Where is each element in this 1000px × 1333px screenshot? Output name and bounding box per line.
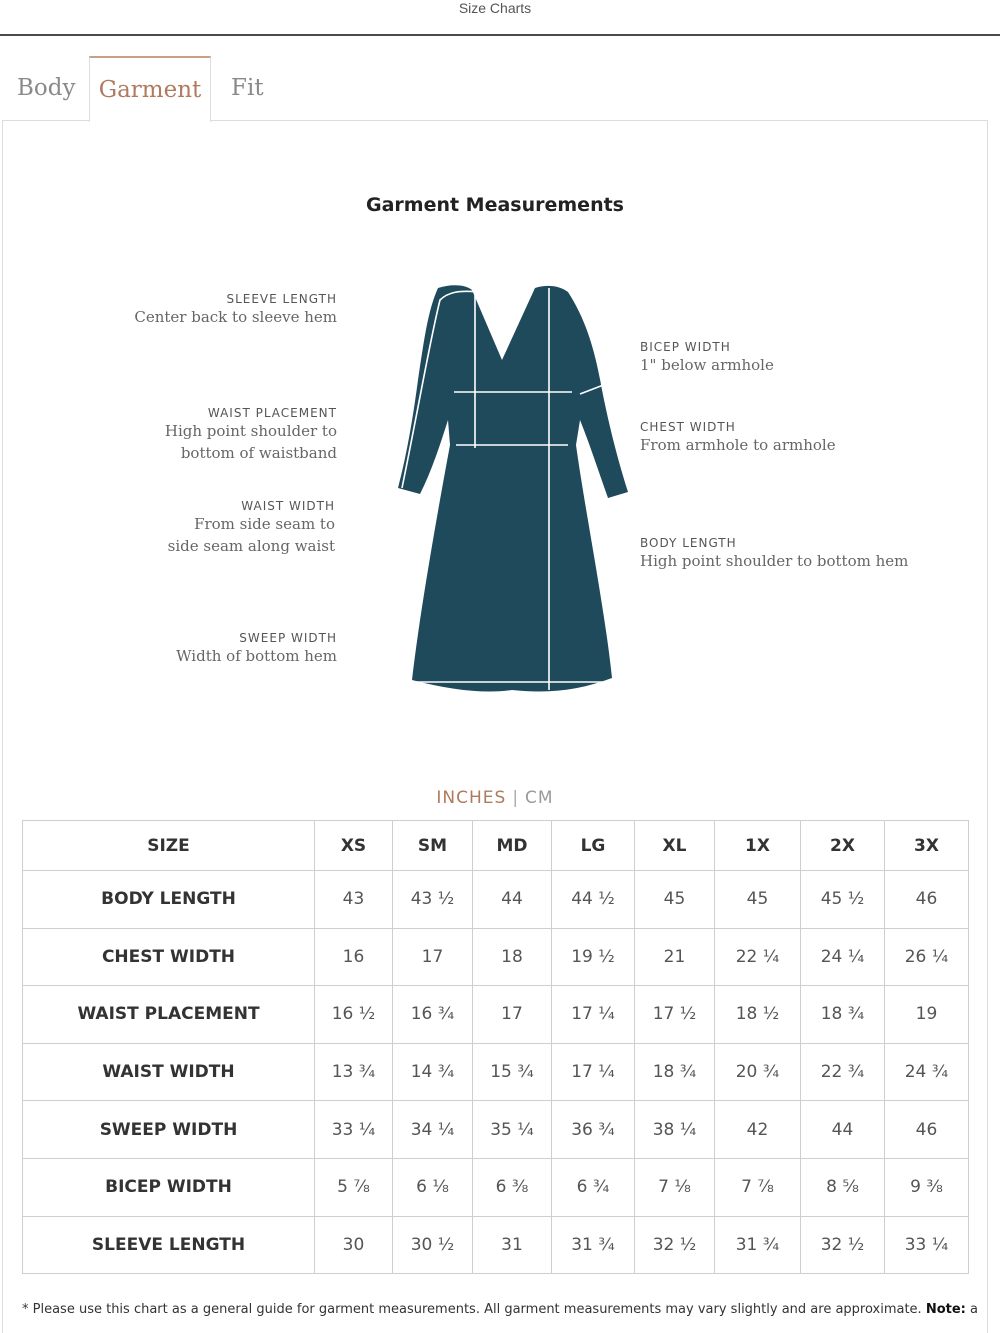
table-cell: 18 ½ bbox=[715, 986, 801, 1044]
size-header-cell: MD bbox=[473, 821, 552, 871]
table-cell: 16 ½ bbox=[315, 986, 393, 1044]
footnote-tail: a bbox=[965, 1302, 978, 1317]
table-cell: 20 ¾ bbox=[715, 1043, 801, 1101]
table-cell: 46 bbox=[885, 871, 969, 929]
table-cell: 21 bbox=[635, 928, 715, 986]
table-cell: 19 bbox=[885, 986, 969, 1044]
annotation-heading: BODY LENGTH bbox=[640, 536, 737, 550]
size-header-cell: XL bbox=[635, 821, 715, 871]
tab-body[interactable]: Body bbox=[17, 75, 76, 101]
size-header-cell: 2X bbox=[801, 821, 885, 871]
annotation-description: High point shoulder to bottom hem bbox=[640, 552, 909, 570]
table-cell: 44 bbox=[801, 1101, 885, 1159]
unit-switch bbox=[0, 788, 990, 808]
table-cell: 44 bbox=[473, 871, 552, 929]
table-cell: 13 ¾ bbox=[315, 1043, 393, 1101]
annotation-heading: WAIST WIDTH bbox=[241, 499, 335, 513]
table-row bbox=[23, 1043, 969, 1101]
table-cell: 17 bbox=[393, 928, 473, 986]
table-cell: 18 ¾ bbox=[635, 1043, 715, 1101]
table-row bbox=[23, 1158, 969, 1216]
table-cell: 45 ½ bbox=[801, 871, 885, 929]
section-title: Garment Measurements bbox=[365, 194, 624, 216]
table-row bbox=[23, 986, 969, 1044]
size-header-cell: LG bbox=[552, 821, 635, 871]
table-cell: 42 bbox=[715, 1101, 801, 1159]
annotation-description: Width of bottom hem bbox=[176, 647, 337, 665]
annotation-description: From side seam to side seam along waist bbox=[167, 515, 335, 555]
table-cell: 34 ¼ bbox=[393, 1101, 473, 1159]
table-cell: 5 ⅞ bbox=[315, 1158, 393, 1216]
tab-bar bbox=[0, 56, 1000, 120]
table-cell: 17 ½ bbox=[635, 986, 715, 1044]
table-cell: 24 ¼ bbox=[801, 928, 885, 986]
size-column-header: SIZE bbox=[23, 821, 315, 871]
annotation-bicep-width bbox=[640, 340, 774, 376]
row-label: SWEEP WIDTH bbox=[23, 1101, 315, 1159]
tab-fit[interactable]: Fit bbox=[231, 75, 264, 101]
row-label: WAIST PLACEMENT bbox=[23, 986, 315, 1044]
annotation-sleeve-length bbox=[134, 292, 337, 328]
table-cell: 46 bbox=[885, 1101, 969, 1159]
table-cell: 33 ¼ bbox=[315, 1101, 393, 1159]
footnote bbox=[22, 1302, 982, 1317]
table-cell: 7 ⅞ bbox=[715, 1158, 801, 1216]
table-cell: 31 ¾ bbox=[715, 1216, 801, 1274]
table-cell: 6 ⅜ bbox=[473, 1158, 552, 1216]
table-cell: 35 ¼ bbox=[473, 1101, 552, 1159]
table-cell: 45 bbox=[635, 871, 715, 929]
table-row bbox=[23, 928, 969, 986]
table-cell: 22 ¾ bbox=[801, 1043, 885, 1101]
table-cell: 38 ¼ bbox=[635, 1101, 715, 1159]
table-cell: 26 ¼ bbox=[885, 928, 969, 986]
row-label: BICEP WIDTH bbox=[23, 1158, 315, 1216]
annotation-waist-width bbox=[168, 499, 335, 557]
table-cell: 16 bbox=[315, 928, 393, 986]
annotation-description: From armhole to armhole bbox=[640, 436, 836, 454]
size-header-cell: SM bbox=[393, 821, 473, 871]
table-cell: 6 ¾ bbox=[552, 1158, 635, 1216]
table-header-row bbox=[23, 821, 969, 871]
table-cell: 24 ¾ bbox=[885, 1043, 969, 1101]
table-cell: 22 ¼ bbox=[715, 928, 801, 986]
table-row bbox=[23, 1216, 969, 1274]
table-cell: 43 ½ bbox=[393, 871, 473, 929]
annotation-description: 1" below armhole bbox=[640, 356, 774, 374]
table-cell: 19 ½ bbox=[552, 928, 635, 986]
table-cell: 30 ½ bbox=[393, 1216, 473, 1274]
unit-inches[interactable]: INCHES bbox=[436, 788, 507, 808]
table-cell: 7 ⅛ bbox=[635, 1158, 715, 1216]
dress-shape bbox=[398, 285, 628, 691]
table-cell: 18 ¾ bbox=[801, 986, 885, 1044]
size-header-cell: XS bbox=[315, 821, 393, 871]
row-label: CHEST WIDTH bbox=[23, 928, 315, 986]
size-table bbox=[22, 820, 969, 1274]
annotation-sweep-width bbox=[176, 631, 337, 667]
annotation-heading: SWEEP WIDTH bbox=[239, 631, 337, 645]
table-cell: 31 ¾ bbox=[552, 1216, 635, 1274]
annotation-body-length bbox=[640, 536, 908, 572]
window-title: Size Charts bbox=[458, 0, 532, 16]
tab-garment[interactable]: Garment bbox=[89, 56, 211, 122]
table-row bbox=[23, 1101, 969, 1159]
size-header-cell: 1X bbox=[715, 821, 801, 871]
table-cell: 31 bbox=[473, 1216, 552, 1274]
table-cell: 8 ⅝ bbox=[801, 1158, 885, 1216]
dress-illustration bbox=[390, 280, 635, 700]
unit-cm[interactable]: CM bbox=[525, 788, 554, 808]
table-cell: 15 ¾ bbox=[473, 1043, 552, 1101]
window-titlebar bbox=[0, 0, 1000, 36]
table-cell: 14 ¾ bbox=[393, 1043, 473, 1101]
table-cell: 36 ¾ bbox=[552, 1101, 635, 1159]
table-cell: 18 bbox=[473, 928, 552, 986]
annotation-heading: BICEP WIDTH bbox=[640, 340, 731, 354]
annotation-heading: CHEST WIDTH bbox=[640, 420, 736, 434]
table-cell: 33 ¼ bbox=[885, 1216, 969, 1274]
table-cell: 44 ½ bbox=[552, 871, 635, 929]
table-cell: 30 bbox=[315, 1216, 393, 1274]
table-cell: 9 ⅜ bbox=[885, 1158, 969, 1216]
unit-separator: | bbox=[512, 788, 520, 808]
table-cell: 32 ½ bbox=[801, 1216, 885, 1274]
row-label: SLEEVE LENGTH bbox=[23, 1216, 315, 1274]
table-cell: 17 ¼ bbox=[552, 1043, 635, 1101]
size-header-cell: 3X bbox=[885, 821, 969, 871]
annotation-description: Center back to sleeve hem bbox=[134, 308, 337, 326]
table-cell: 45 bbox=[715, 871, 801, 929]
annotation-heading: WAIST PLACEMENT bbox=[207, 406, 337, 420]
footnote-note: Note: bbox=[925, 1302, 966, 1317]
footnote-text: * Please use this chart as a general guide for garment measurements. All garment measurements may vary slightly and are approximate. bbox=[22, 1302, 926, 1317]
row-label: BODY LENGTH bbox=[23, 871, 315, 929]
table-cell: 16 ¾ bbox=[393, 986, 473, 1044]
annotation-description: High point shoulder to bottom of waistband bbox=[164, 422, 337, 462]
row-label: WAIST WIDTH bbox=[23, 1043, 315, 1101]
annotation-waist-placement bbox=[165, 406, 337, 464]
table-cell: 6 ⅛ bbox=[393, 1158, 473, 1216]
table-row bbox=[23, 871, 969, 929]
table-cell: 43 bbox=[315, 871, 393, 929]
annotation-chest-width bbox=[640, 420, 836, 456]
annotation-heading: SLEEVE LENGTH bbox=[226, 292, 337, 306]
table-cell: 17 bbox=[473, 986, 552, 1044]
table-cell: 32 ½ bbox=[635, 1216, 715, 1274]
table-cell: 17 ¼ bbox=[552, 986, 635, 1044]
